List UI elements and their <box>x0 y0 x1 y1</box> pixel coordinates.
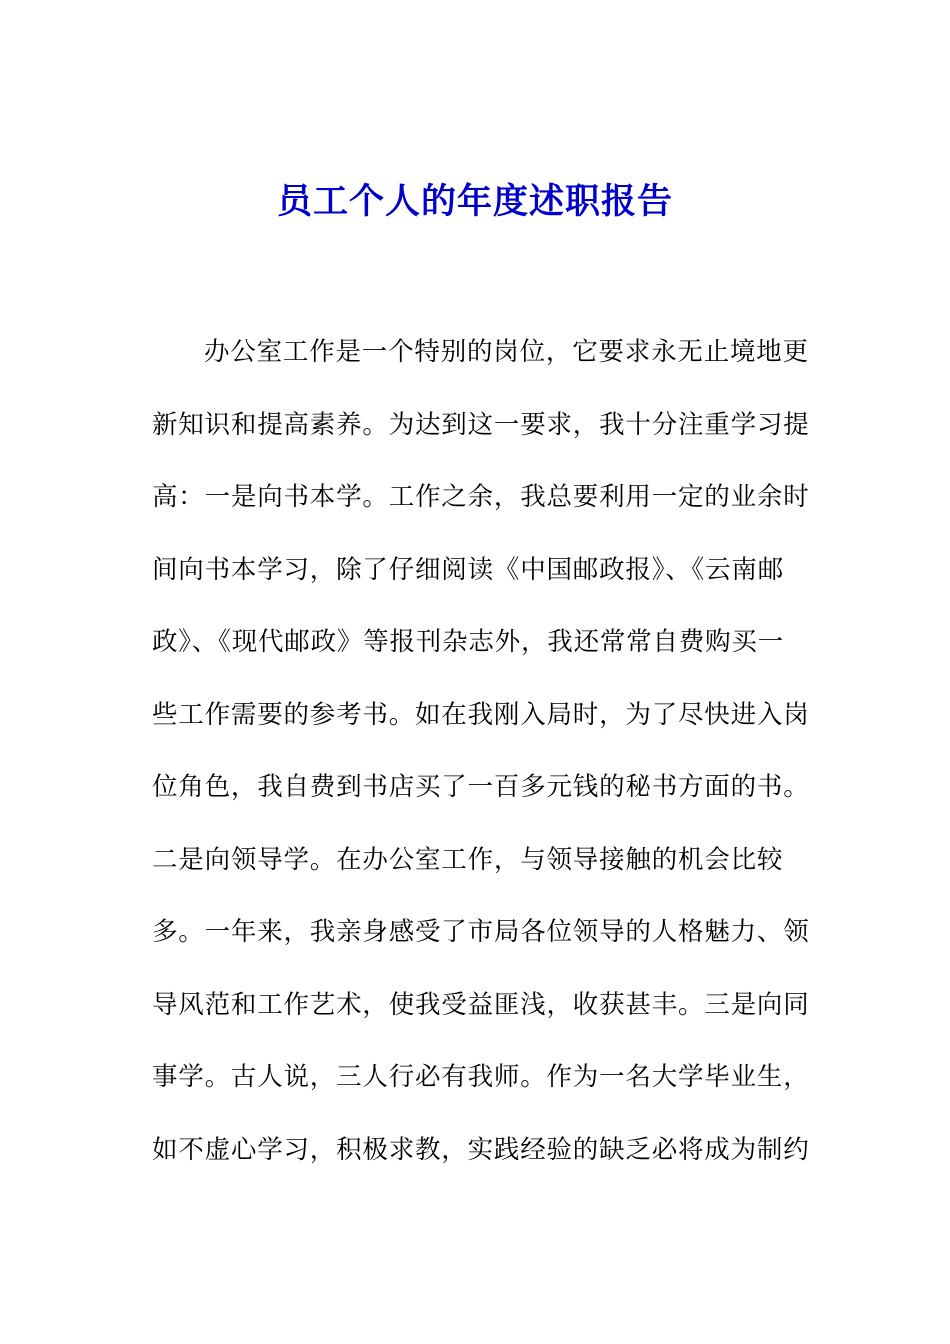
document-body <box>152 326 810 1196</box>
body-line: 政》、《现代邮政》等报刊杂志外，我还常常自费购买一 <box>152 627 785 657</box>
body-line: 二是向领导学。在办公室工作，与领导接触的机会比较 <box>152 844 784 875</box>
body-line: 如不虚心学习，积极求教，实践经验的缺乏必将成为制约 <box>152 1134 810 1165</box>
body-line: 办公室工作是一个特别的岗位，它要求永无止境地更 <box>204 337 809 367</box>
body-line: 些工作需要的参考书。如在我刚入局时，为了尽快进入岗 <box>152 699 810 730</box>
body-line: 事学。古人说，三人行必有我师。作为一名大学毕业生， <box>152 1062 810 1092</box>
body-line: 位角色，我自费到书店买了一百多元钱的秘书方面的书。 <box>152 772 810 802</box>
body-line: 高：一是向书本学。工作之余，我总要利用一定的业余时 <box>152 482 810 512</box>
body-line: 导风范和工作艺术，使我受益匪浅，收获甚丰。三是向同 <box>152 989 810 1020</box>
body-line: 间向书本学习，除了仔细阅读《中国邮政报》、《云南邮 <box>152 554 785 585</box>
body-line: 多。一年来，我亲身感受了市局各位领导的人格魅力、领 <box>152 917 810 947</box>
body-line: 新知识和提高素养。为达到这一要求，我十分注重学习提 <box>152 409 810 440</box>
document-title: 员工个人的年度述职报告 <box>276 181 673 222</box>
